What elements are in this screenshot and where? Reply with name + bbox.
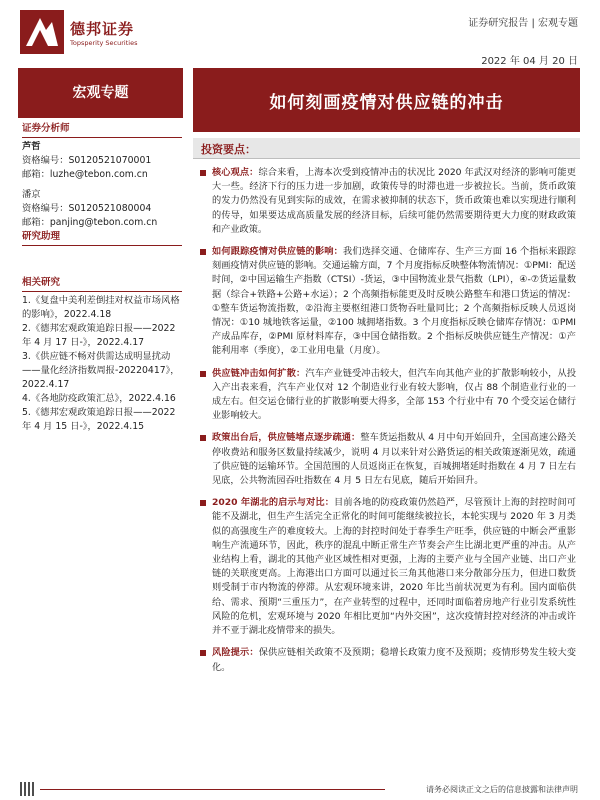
investment-head-label: 投资要点： (201, 143, 256, 156)
related-label: 相关研究 (22, 276, 182, 292)
main-content (198, 166, 576, 683)
footer-disclaimer: 请务必阅读正文之后的信息披露和法律声明 (426, 785, 578, 794)
related-list (22, 294, 182, 434)
analyst-cert: 资格编号：S0120521070001 (22, 155, 152, 166)
related-item[interactable]: 2.《德邦宏观政策追踪日报——2022年 4 月 17 日-》，2022.4.17 (22, 323, 176, 348)
investment-header (193, 138, 580, 159)
analyst-label: 证券分析师 (22, 122, 182, 138)
analyst-name: 潘京 (22, 189, 41, 200)
report-type: 证券研究报告 | 宏观专题 (468, 18, 578, 29)
point-core (198, 166, 576, 237)
logo-en-text: Topsperity Securities (70, 39, 138, 47)
company-logo (20, 10, 190, 54)
related-item[interactable]: 4.《各地防疫政策汇总》，2022.4.16 (22, 393, 176, 404)
point-text: 整车货运指数从 4 月中旬开始回升，全国高速公路关停收费站和服务区数量持续减少，说明 4 月以来针对公路货运的相关政策逐渐见效，疏通了供应链的运输环节。全国范围的人员返岗正在恢复，百城拥堵延时指数在 4 月 7 日左右见底，公共物流园吞吐指数在 4 月 5 日左右见底，随后开始回升。 (212, 432, 577, 487)
point-hubei (198, 496, 576, 638)
analyst-email[interactable]: 邮箱：panjing@tebon.com.cn (22, 217, 158, 228)
related-item[interactable]: 1.《复盘中美利差倒挂对权益市场风格的影响》，2022.4.18 (22, 295, 180, 320)
assistant-label: 研究助理 (22, 230, 182, 246)
point-policy (198, 431, 576, 488)
category-label: 宏观专题 (72, 85, 129, 101)
point-text: 汽车产业链受冲击较大，但汽车向其他产业的扩散影响较小，从投入产出表来看，汽车产业仅对 12 个制造业行业有较大影响，仅占 88 个制造业行业的一成左右。但交运仓储行业的扩散影响要大得多，全部 153 个行业中有 70 个受交运仓储行业影响较大。 (212, 367, 577, 422)
analyst-1 (22, 140, 182, 182)
logo-mark-icon (20, 10, 64, 54)
point-lead: 政策出台后，供应链堵点逐步疏通： (212, 432, 361, 444)
point-text: 保供应链相关政策不及预期；稳增长政策力度不及预期；疫情形势发生较大变化。 (212, 647, 577, 673)
category-box (18, 68, 183, 118)
point-text: 综合来看，上海本次受到疫情冲击的状况比 2020 年武汉对经济的影响可能更大一些。经济下行的压力进一步加剧，政策传导的时滞也进一步被拉长。当前，货币政策的发力仍然没有见到实际的成效，在需求被抑制的状态下，货币政策也难以实现进行顺利的传导，如果要达成高质量发展的经济目标，后续可能仍然需要期待更大力度的财政政策和产业政策。 (212, 167, 576, 235)
analyst-name: 芦哲 (22, 141, 41, 152)
point-lead: 风险提示： (212, 647, 259, 659)
qr-code-icon (20, 782, 34, 796)
title-band (193, 68, 580, 132)
related-item[interactable]: 5.《德邦宏观政策追踪日报——2022年 4 月 15 日-》，2022.4.15 (22, 407, 176, 432)
logo-cn-text: 德邦证券 (70, 20, 135, 38)
left-column (22, 122, 182, 434)
point-text: 目前各地的防疫政策仍然趋严，尽管预计上海的封控时间可能不及湖北，但生产生活完全正常化的时间可能继续被拉长，本轮实现与 2020 年 3 月类似的高强度生产的难度较大。上海的封控时间处于春季生产旺季，供应链的中断会严重影响生产流通环节，因此，秩序的混乱中断正常生产节奏会产生比湖北更严重的冲击。从产业结构上看，湖北的其他产业区域性相对更强，上海的主要产业与全国产业链、出口产业链的关联度更高。上海港出口方面可以通过长三角其他港口来分散部分压力，但进口数货则受制于市内物流的停滞。从宏观环境来讲，2020 年比当前状况更为有利。国内面临供给、需求、预期“三重压力”，在产业转型的过程中，还同时面临着房地产行业引发系统性风险的危机，宏观环境与 2020 年相比更加“内外交困”，这次疫情封控对经济的冲击或许并不亚于湖北疫情带来的损失。 (212, 497, 576, 637)
point-lead: 如何跟踪疫情对供应链的影响： (212, 246, 344, 258)
point-text: 我们选择交通、仓储库存、生产三方面 16 个指标来跟踪刻画疫情对供应链的影响。交通运输方面，7 个月度指标反映整体物流情况：①PMI：配送时间，②中国运输生产指数（CTSI）-货运，③中国物流业景气指数（LPI），④-⑦货运量数据（综合+铁路+公路+水运）；2 个高频指标能更及时反映公路整车和港口货运的情况：①整车货运物流指数，②沿海主要枢纽港口货物吞吐量同比；2 个高频指标反映人员返岗情况：①10 城地铁客运量，②100 城拥堵指数。3 个月度指标反映仓储库存情况：①PMI 产成品库存，②PMI 原材料库存，③中国仓储指数。2 个指标反映供应链生产情况：①产能利用率（季度），②工业用电量（月度）。 (212, 246, 576, 357)
point-tracking (198, 245, 576, 359)
footer-divider (40, 789, 385, 790)
point-risk (198, 646, 576, 674)
point-lead: 核心观点： (212, 167, 259, 178)
analyst-email[interactable]: 邮箱：luzhe@tebon.com.cn (22, 169, 148, 180)
report-date: 2022 年 04 月 20 日 (481, 56, 578, 67)
analyst-cert: 资格编号：S0120521080004 (22, 203, 152, 214)
analyst-2 (22, 188, 182, 230)
point-diffusion (198, 367, 576, 424)
related-item[interactable]: 3.《供应链不畅对供需达成明显扰动——量化经济指数周报-20220417》，2022.4.17 (22, 351, 180, 390)
point-lead: 供应链冲击如何扩散： (212, 367, 306, 379)
report-title: 如何刻画疫情对供应链的冲击 (269, 93, 504, 113)
point-lead: 2020 年湖北的启示与对比： (212, 497, 335, 509)
